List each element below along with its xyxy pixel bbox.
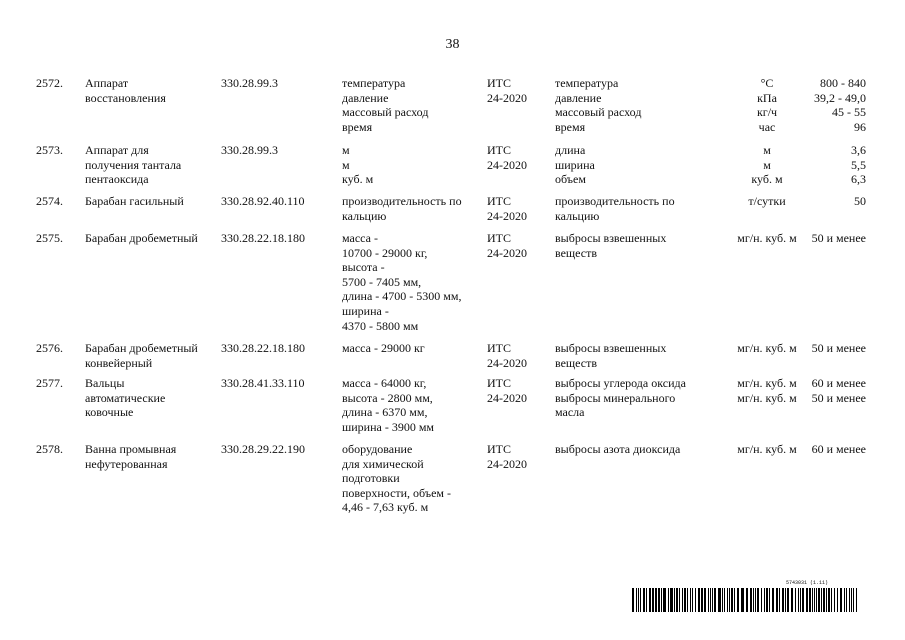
okpd-code: 330.28.41.33.110 — [221, 376, 305, 390]
row-number: 2572. — [36, 76, 63, 90]
its-reference: ИТС 24-2020 — [487, 341, 527, 370]
indicator-values: 50 — [854, 194, 866, 208]
indicator-values: 60 и менее 50 и менее — [811, 376, 866, 405]
indicator-units: мг/н. куб. м — [737, 231, 797, 245]
row-number: 2575. — [36, 231, 63, 245]
technical-parameters: производительность по кальцию — [342, 194, 462, 223]
indicator-names: выбросы азота диоксида — [555, 442, 681, 456]
indicator-names: выбросы углерода оксида выбросы минерального масла — [555, 376, 686, 420]
okpd-code: 330.28.22.18.180 — [221, 341, 305, 355]
table-row — [36, 76, 866, 143]
equipment-table — [36, 76, 866, 522]
technical-parameters: оборудование для химической подготовки поверхности, объем - 4,46 - 7,63 куб. м — [342, 442, 451, 515]
table-row — [36, 143, 866, 194]
table-row — [36, 376, 866, 442]
okpd-code: 330.28.29.22.190 — [221, 442, 305, 456]
indicator-names: выбросы взвешенных веществ — [555, 341, 667, 370]
indicator-names: температура давление массовый расход время — [555, 76, 642, 134]
its-reference: ИТС 24-2020 — [487, 143, 527, 172]
indicator-names: длина ширина объем — [555, 143, 595, 187]
table-row — [36, 442, 866, 522]
its-reference: ИТС 24-2020 — [487, 376, 527, 405]
row-number: 2578. — [36, 442, 63, 456]
equipment-name: Барабан дробеметный — [85, 231, 198, 245]
indicator-units: мг/н. куб. м мг/н. куб. м — [737, 376, 797, 405]
technical-parameters: температура давление массовый расход время — [342, 76, 429, 134]
indicator-units: мг/н. куб. м — [737, 442, 797, 456]
document-barcode — [632, 580, 860, 614]
indicator-units: м м куб. м — [751, 143, 783, 187]
indicator-units: мг/н. куб. м — [737, 341, 797, 355]
its-reference: ИТС 24-2020 — [487, 442, 527, 471]
table-row — [36, 231, 866, 341]
technical-parameters: м м куб. м — [342, 143, 374, 187]
okpd-code: 330.28.92.40.110 — [221, 194, 305, 208]
okpd-code: 330.28.99.3 — [221, 143, 278, 157]
equipment-name: Аппарат восстановления — [85, 76, 166, 105]
row-number: 2573. — [36, 143, 63, 157]
page-number: 38 — [445, 37, 460, 52]
row-number: 2574. — [36, 194, 63, 208]
okpd-code: 330.28.22.18.180 — [221, 231, 305, 245]
equipment-name: Аппарат для получения тантала пентаоксида — [85, 143, 182, 187]
equipment-name: Барабан гасильный — [85, 194, 184, 208]
indicator-names: производительность по кальцию — [555, 194, 675, 223]
indicator-units: т/сутки — [748, 194, 786, 208]
its-reference: ИТС 24-2020 — [487, 231, 527, 260]
row-number: 2577. — [36, 376, 63, 390]
barcode-icon — [632, 588, 860, 612]
row-number: 2576. — [36, 341, 63, 355]
its-reference: ИТС 24-2020 — [487, 194, 527, 223]
indicator-values: 3,6 5,5 6,3 — [851, 143, 866, 187]
indicator-values: 50 и менее — [811, 231, 866, 245]
equipment-name: Барабан дробеметный конвейерный — [85, 341, 198, 370]
indicator-names: выбросы взвешенных веществ — [555, 231, 667, 260]
table-row — [36, 341, 866, 376]
indicator-units: °С кПа кг/ч час — [756, 76, 778, 134]
indicator-values: 50 и менее — [811, 341, 866, 355]
equipment-name: Вальцы автоматические ковочные — [85, 376, 166, 420]
indicator-values: 800 - 840 39,2 - 49,0 45 - 55 96 — [814, 76, 866, 134]
its-reference: ИТС 24-2020 — [487, 76, 527, 105]
technical-parameters: масса - 29000 кг — [342, 341, 425, 355]
table-row — [36, 194, 866, 231]
okpd-code: 330.28.99.3 — [221, 76, 278, 90]
indicator-values: 60 и менее — [811, 442, 866, 456]
equipment-name: Ванна промывная нефутерованная — [85, 442, 177, 471]
technical-parameters: масса - 10700 - 29000 кг, высота - 5700 - 7405 мм, длина - 4700 - 5300 мм, ширина - 4370 - 5800 мм — [342, 231, 462, 333]
technical-parameters: масса - 64000 кг, высота - 2800 мм, длина - 6370 мм, ширина - 3900 мм — [342, 376, 435, 434]
barcode-label: 5743031 (1.11) — [785, 580, 828, 586]
